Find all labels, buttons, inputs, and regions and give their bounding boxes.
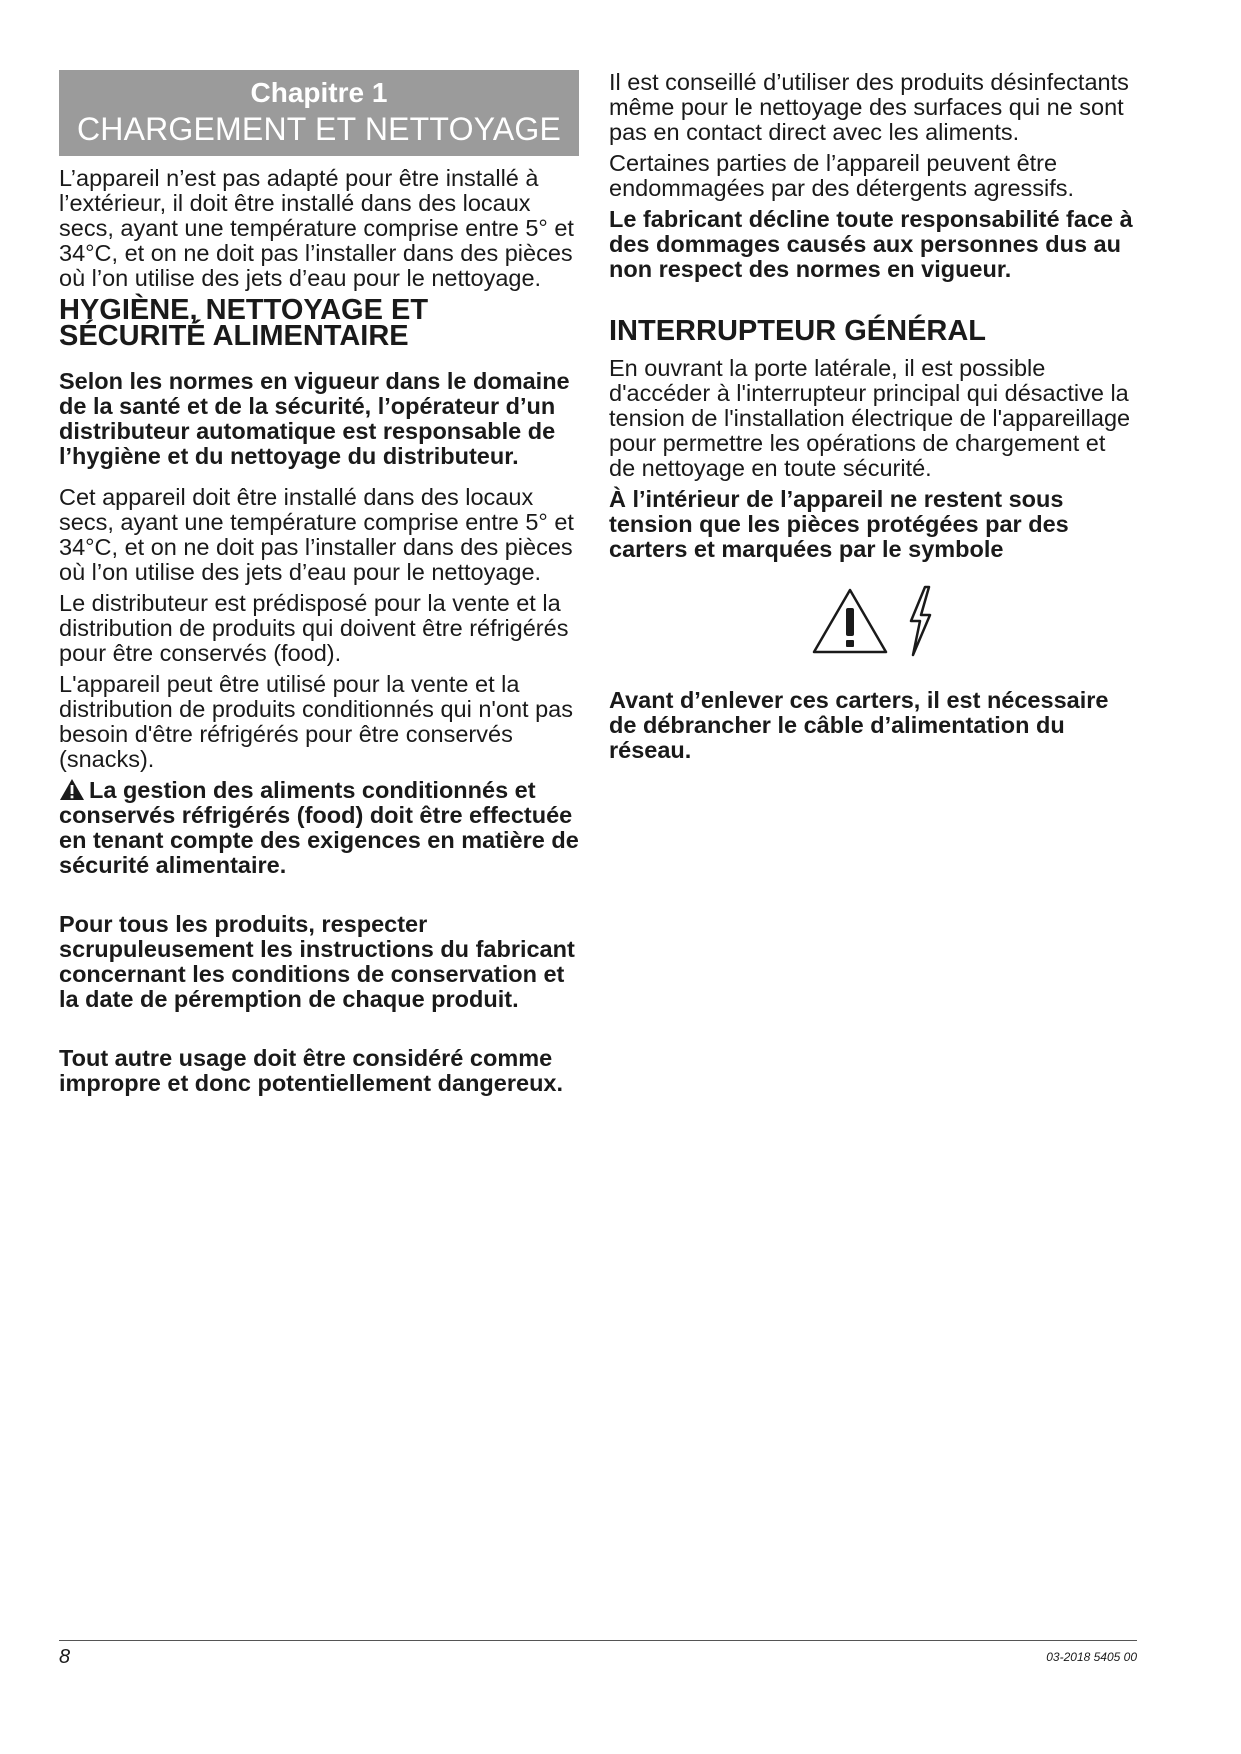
intro-paragraph: L’appareil n’est pas adapté pour être installé à l’extérieur, il doit être installé dans des locaux secs, ayant une température comprise entre 5° et 34°C, et on ne doit pas l’installer dans des pièces où l’on utilise des jets d’eau pour le nettoyage. (59, 165, 574, 291)
document-code: 03-2018 5405 00 (1046, 1650, 1137, 1664)
section-title-hygiene: HYGIÈNE, NETTOYAGE ET SÉCURITÉ ALIMENTAIRE (59, 294, 429, 352)
bold-paragraph-operator: Selon les normes en vigueur dans le domaine de la santé et de la sécurité, l’opérateur d’un distributeur automatique est responsable de l’hygiène et du nettoyage du distributeur. (59, 368, 570, 469)
paragraph-food: Le distributeur est prédisposé pour la vente et la distribution de produits qui doivent être réfrigérés pour être conservés (food). (59, 590, 569, 666)
bold-paragraph-manufacturer-instructions: Pour tous les produits, respecter scrupuleusement les instructions du fabricant concernant les conditions de conservation et la date de péremption de chaque produit. (59, 911, 575, 1012)
warning-triangle-icon (811, 586, 889, 656)
hazard-symbols (609, 584, 1137, 658)
chapter-number: Chapitre 1 (250, 77, 388, 108)
paragraph-disinfectants: Il est conseillé d’utiliser des produits désinfectants même pour le nettoyage des surfaces qui ne sont pas en contact direct avec les aliments. (609, 69, 1129, 145)
paragraph-main-switch: En ouvrant la porte latérale, il est possible d'accéder à l'interrupteur principal qui désactive la tension de l'installation électrique de l'appareillage pour permettre les opérations de chargement et de nettoyage en toute sécurité. (609, 355, 1131, 481)
paragraph-snacks: L'appareil peut être utilisé pour la vente et la distribution de produits conditionnés qui n'ont pas besoin d'être réfrigérés pour être conservés (snacks). (59, 671, 573, 772)
bold-paragraph-liability: Le fabricant décline toute responsabilité face à des dommages causés aux personnes dus au non respect des normes en vigueur. (609, 206, 1133, 282)
food-safety-text: La gestion des aliments conditionnés et conservés réfrigérés (food) doit être effectuée en tenant compte des exigences en matière de sécurité alimentaire. (59, 777, 579, 878)
bold-paragraph-disconnect: Avant d’enlever ces carters, il est nécessaire de débrancher le câble d’alimentation du réseau. (609, 687, 1109, 763)
lightning-bolt-icon (905, 585, 935, 657)
warning-triangle-icon (59, 778, 85, 801)
paragraph-installation: Cet appareil doit être installé dans des locaux secs, ayant une température comprise entre 5° et 34°C, et on ne doit pas l’installer dans des pièces où l’on utilise des jets d’eau pour le nettoyage. (59, 484, 574, 585)
chapter-header (59, 70, 579, 156)
paragraph-detergents: Certaines parties de l’appareil peuvent être endommagées par des détergents agressifs. (609, 150, 1075, 201)
footer-divider (59, 1640, 1137, 1641)
right-column (609, 70, 1137, 763)
chapter-title: CHARGEMENT ET NETTOYAGE (76, 111, 562, 147)
left-column (59, 70, 579, 1096)
bold-paragraph-improper-use: Tout autre usage doit être considéré comme impropre et donc potentiellement dangereux. (59, 1045, 564, 1096)
bold-paragraph-live-parts: À l’intérieur de l’appareil ne restent sous tension que les pièces protégées par des carters et marquées par le symbole (609, 486, 1069, 562)
page-number: 8 (59, 1646, 71, 1668)
section-title-main-switch: INTERRUPTEUR GÉNÉRAL (609, 315, 987, 347)
bold-paragraph-food-safety (59, 778, 579, 878)
